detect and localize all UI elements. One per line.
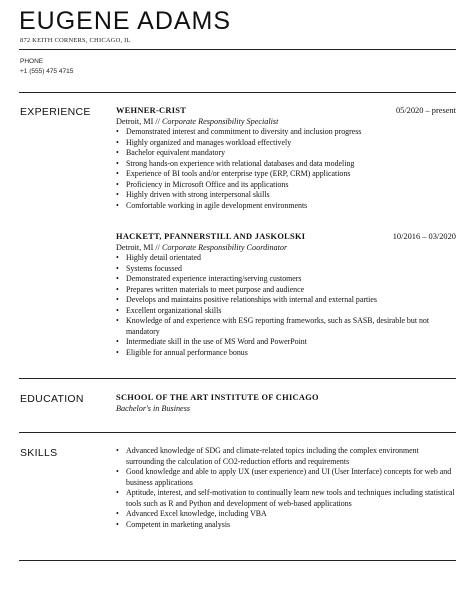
responsibility-list [116,253,456,358]
list-item: • Demonstrated interest and commitment to diversity and inclusion progress [116,127,456,138]
role-line [116,242,456,253]
candidate-address: 872 KEITH CORNERS, CHICAGO, IL [20,37,131,44]
list-item: • Highly driven with strong interpersonal skills [116,190,456,201]
section-divider [19,432,456,433]
job-title: Corporate Responsibility Specialist [161,117,279,126]
phone-label: PHONE [20,58,44,65]
education-entry [116,392,456,414]
degree-title: Bachelor's in Business [116,404,191,413]
list-item: • Aptitude, interest, and self-motivation to continually learn new tools and techniques including statistical tools such as R and Python and development of web-based applications [116,488,456,509]
phone-number: +1 (555) 475 4715 [20,68,74,75]
list-item: • Develops and maintains positive relationships with internal and external parties [116,295,456,306]
list-item: • Advanced knowledge of SDG and climate-related topics including the complex environment surrounding the calculation of CO2-reduction efforts and requirements [116,446,456,467]
skills-list [116,446,456,530]
list-item: • Experience of BI tools and/or enterprise type (ERP, CRM) applications [116,169,456,180]
section-divider [19,92,456,93]
section-label-education: EDUCATION [20,393,84,405]
skills-entry [116,446,456,530]
job-location: Detroit, MI // [116,243,162,252]
job-location: Detroit, MI // [116,117,162,126]
section-divider [19,378,456,379]
list-item: • Highly organized and manages workload effectively [116,138,456,149]
list-item: • Prepares written materials to meet purpose and audience [116,285,456,296]
responsibility-list [116,127,456,211]
list-item: • Demonstrated experience interacting/serving customers [116,274,456,285]
list-item: • Eligible for annual performance bonus [116,348,456,359]
experience-entry [116,105,456,211]
employment-dates: 05/2020 – present [395,106,456,115]
section-divider [19,560,456,561]
list-item: • Bachelor equivalent mandatory [116,148,456,159]
experience-entry [116,231,456,358]
list-item: • Proficiency in Microsoft Office and its applications [116,180,456,191]
company-name: WEHNER-CRIST [116,106,187,115]
list-item: • Systems focussed [116,264,456,275]
list-item: • Advanced Excel knowledge, including VBA [116,509,456,520]
company-name: HACKETT, PFANNERSTILL AND JASKOLSKI [116,232,306,241]
list-item: • Knowledge of and experience with ESG reporting frameworks, such as SASB, desirable but not mandatory [116,316,456,337]
list-item: • Competent in marketing analysis [116,520,456,531]
degree [116,403,456,414]
candidate-name: EUGENE ADAMS [19,7,232,35]
job-title: Corporate Responsibility Coordinator [161,243,288,252]
list-item: • Highly detail orientated [116,253,456,264]
school-name: SCHOOL OF THE ART INSTITUTE OF CHICAGO [116,393,319,402]
list-item: • Intermediate skill in the use of MS Word and PowerPoint [116,337,456,348]
list-item: • Excellent organizational skills [116,306,456,317]
header-divider [19,49,456,50]
role-line [116,116,456,127]
list-item: • Good knowledge and able to apply UX (user experience) and UI (User Interface) concepts for web and business applications [116,467,456,488]
section-label-experience: EXPERIENCE [20,106,91,118]
list-item: • Comfortable working in agile development environments [116,201,456,212]
section-label-skills: SKILLS [20,447,58,459]
list-item: • Strong hands-on experience with relational databases and data modeling [116,159,456,170]
employment-dates: 10/2016 – 03/2020 [392,232,456,241]
